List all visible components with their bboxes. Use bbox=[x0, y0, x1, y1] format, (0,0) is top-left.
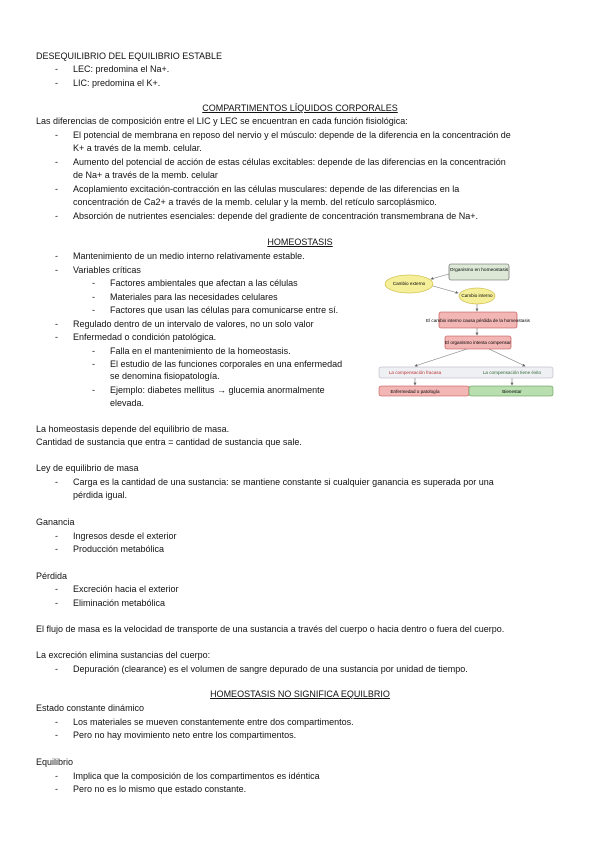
bullet-dash: - bbox=[92, 346, 95, 356]
bullet-potencial-b: K+ a través de la memb. celular. bbox=[73, 143, 202, 153]
bullet-carga-a: Carga es la cantidad de una sustancia: se mantiene constante si cualquier ganancia es superada por una bbox=[73, 477, 494, 487]
bullet-dash: - bbox=[55, 211, 58, 221]
organismo-label: Organismo en homeostasis bbox=[449, 268, 509, 273]
bullet-materiales-mueven: Los materiales se mueven constantemente entre dos compartimentos. bbox=[73, 717, 354, 727]
ley-equilibrio-title: Ley de equilibrio de masa bbox=[36, 463, 139, 473]
cambio-interno-label: Cambio interno bbox=[461, 293, 493, 298]
perdida-label: El cambio interno causa pérdida de la homeostasis bbox=[426, 318, 530, 323]
bullet-dash: - bbox=[55, 717, 58, 727]
bullet-dash: - bbox=[55, 784, 58, 794]
homeostasis-flow-diagram bbox=[375, 262, 555, 402]
bullet-produccion: Producción metabólica bbox=[73, 544, 165, 554]
bullet-potencial-a: El potencial de membrana en reposo del nervio y el músculo: depende de la diferencia en la concentración de bbox=[73, 130, 511, 140]
bullet-acoplamiento-a: Acoplamiento excitación-contracción en las células musculares: depende de las diferencias en la bbox=[73, 184, 460, 194]
bullet-carga-b: pérdida igual. bbox=[73, 490, 128, 500]
fracasa-label: La compensación fracasa bbox=[388, 370, 442, 375]
estado-constante-title: Estado constante dinámico bbox=[36, 703, 145, 713]
p-cantidad-sustancia: Cantidad de sustancia que entra = cantidad de sustancia que sale. bbox=[36, 437, 302, 447]
bullet-dash: - bbox=[92, 292, 95, 302]
bullet-lec: LEC: predomina el Na+. bbox=[73, 64, 170, 74]
exito-label: La compensación tiene éxito bbox=[482, 370, 542, 375]
heading-compartimentos: COMPARTIMENTOS LÍQUIDOS CORPORALES bbox=[202, 103, 398, 113]
bullet-dash: - bbox=[55, 130, 58, 140]
equilibrio-title: Equilibrio bbox=[36, 757, 74, 767]
bullet-accion-a: Aumento del potencial de acción de estas células excitables: depende de las diferencias en la concentración bbox=[73, 157, 506, 167]
bullet-eliminacion: Eliminación metabólica bbox=[73, 598, 166, 608]
bullet-dash: - bbox=[92, 305, 95, 315]
bullet-absorcion: Absorción de nutrientes esenciales: depende del gradiente de concentración transmembrana de Na+. bbox=[73, 211, 479, 221]
bullet-excrecion: Excreción hacia el exterior bbox=[73, 584, 179, 594]
bullet-dash: - bbox=[55, 265, 58, 275]
bullet-enfermedad: Enfermedad o condición patológica. bbox=[73, 332, 217, 342]
bullet-dash: - bbox=[55, 184, 58, 194]
p-equilibrio-masa: La homeostasis depende del equilibrio de masa. bbox=[36, 424, 230, 434]
bullet-dash: - bbox=[55, 598, 58, 608]
bullet-lic: LIC: predomina el K+. bbox=[73, 78, 161, 88]
bullet-dash: - bbox=[55, 544, 58, 554]
bullet-ingresos: Ingresos desde el exterior bbox=[73, 531, 177, 541]
bullet-accion-b: de Na+ a través de la memb. celular bbox=[73, 170, 218, 180]
sub-ejemplo-b: elevada. bbox=[110, 398, 145, 408]
intro-compartimentos: Las diferencias de composición entre el LIC y LEC se encuentran en cada función fisiológica: bbox=[36, 116, 408, 126]
bullet-dash: - bbox=[55, 771, 58, 781]
bullet-dash: - bbox=[92, 385, 95, 395]
enfermedad-label: Enfermedad o patología bbox=[390, 389, 440, 394]
bullet-dash: - bbox=[55, 531, 58, 541]
sub-materiales: Materiales para las necesidades celulares bbox=[110, 292, 278, 302]
bullet-regulado: Regulado dentro de un intervalo de valores, no un solo valor bbox=[73, 319, 314, 329]
bullet-dash: - bbox=[92, 359, 95, 369]
heading-homeostasis: HOMEOSTASIS bbox=[267, 237, 333, 247]
bullet-no-movimiento: Pero no hay movimiento neto entre los compartimentos. bbox=[73, 730, 297, 740]
section-title-desequilibrio: DESEQUILIBRIO DEL EQUILIBRIO ESTABLE bbox=[36, 51, 223, 61]
bullet-dash: - bbox=[55, 584, 58, 594]
bullet-dash: - bbox=[55, 319, 58, 329]
bienestar-label: Bienestar bbox=[502, 389, 522, 394]
bullet-dash: - bbox=[55, 332, 58, 342]
p-excrecion: La excreción elimina sustancias del cuerpo: bbox=[36, 650, 211, 660]
bullet-dash: - bbox=[55, 64, 58, 74]
sub-factores-ambientales: Factores ambientales que afectan a las células bbox=[110, 278, 298, 288]
bullet-no-mismo: Pero no es lo mismo que estado constante. bbox=[73, 784, 247, 794]
compensar-label: El organismo intenta compensar bbox=[445, 340, 511, 345]
bullet-dash: - bbox=[55, 730, 58, 740]
sub-estudio-b: se denomina fisiopatología. bbox=[110, 371, 220, 381]
bullet-dash: - bbox=[55, 78, 58, 88]
bullet-acoplamiento-b: concentración de Ca2+ a través de la memb. celular y la memb. del retículo sarcoplásmico. bbox=[73, 197, 437, 207]
bullet-composicion: Implica que la composición de los compartimentos es idéntica bbox=[73, 771, 320, 781]
perdida-title: Pérdida bbox=[36, 571, 68, 581]
bullet-dash: - bbox=[55, 251, 58, 261]
sub-estudio-a: El estudio de las funciones corporales en una enfermedad bbox=[110, 359, 343, 369]
bullet-depuracion: Depuración (clearance) es el volumen de sangre depurado de una sustancia por unidad de tiempo. bbox=[73, 664, 468, 674]
heading-no-equilibrio: HOMEOSTASIS NO SIGNIFICA EQUILBRIO bbox=[210, 689, 390, 699]
p-flujo-masa: El flujo de masa es la velocidad de transporte de una sustancia a través del cuerpo o hacia dentro o fuera del cuerpo. bbox=[36, 624, 505, 634]
ganancia-title: Ganancia bbox=[36, 517, 75, 527]
bullet-mantenimiento: Mantenimiento de un medio interno relativamente estable. bbox=[73, 251, 305, 261]
bullet-dash: - bbox=[55, 477, 58, 487]
sub-ejemplo-a: Ejemplo: diabetes mellitus → glucemia anormalmente bbox=[110, 385, 325, 395]
bullet-dash: - bbox=[55, 157, 58, 167]
sub-falla: Falla en el mantenimiento de la homeostasis. bbox=[110, 346, 291, 356]
cambio-externo-label: Cambio externo bbox=[392, 281, 426, 286]
bullet-dash: - bbox=[92, 278, 95, 288]
sub-factores-comunicacion: Factores que usan las células para comunicarse entre sí. bbox=[110, 305, 339, 315]
bullet-variables: Variables críticas bbox=[73, 265, 141, 275]
bullet-dash: - bbox=[55, 664, 58, 674]
